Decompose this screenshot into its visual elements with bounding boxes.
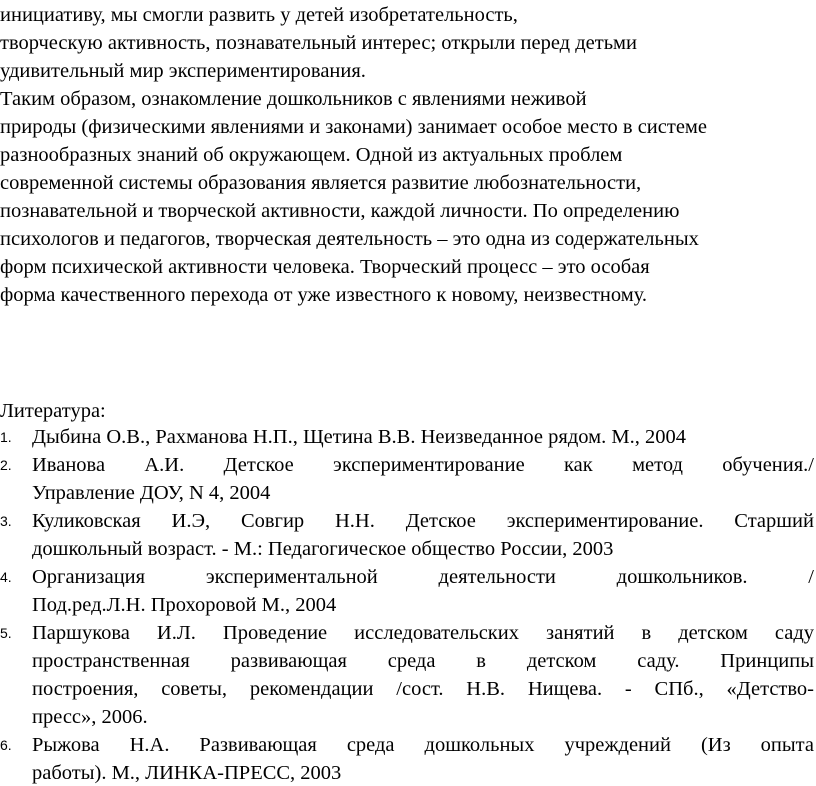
body-line: творческую активность, познавательный интерес; открыли перед детьми	[0, 32, 638, 54]
list-item-text	[32, 452, 814, 506]
list-item-line: Куликовская И.Э, Совгир Н.Н. Детское экспериментирование. Старший	[32, 510, 814, 532]
list-item-line: построения, советы, рекомендации /сост. Н.В. Нищева. - СПб., «Детство-	[32, 678, 814, 700]
list-item-number: 4.	[0, 569, 12, 585]
body-line: форма качественного перехода от уже известного к новому, неизвестному.	[0, 284, 648, 306]
body-line: познавательной и творческой активности, каждой личности. По определению	[0, 200, 680, 222]
list-item-number: 6.	[0, 737, 12, 753]
body-line: природы (физическими явлениями и законами) занимает особое место в системе	[0, 116, 707, 138]
list-item-line: дошкольный возраст. - М.: Педагогическое общество России, 2003	[32, 538, 614, 560]
list-item-line: Организация экспериментальной деятельности дошкольников. /	[32, 566, 814, 588]
list-item-line: Паршукова И.Л. Проведение исследовательских занятий в детском саду	[32, 622, 814, 644]
body-line: инициативу, мы смогли развить у детей изобретательность,	[0, 4, 518, 26]
list-item-line: пресс», 2006.	[32, 706, 148, 728]
list-item-line: работы). М., ЛИНКА-ПРЕСС, 2003	[32, 762, 342, 784]
literature-title: Литература:	[0, 400, 106, 422]
body-line: психологов и педагогов, творческая деятельность – это одна из содержательных	[0, 228, 699, 250]
list-item-line: Управление ДОУ, N 4, 2004	[32, 482, 271, 504]
list-item-line: Дыбина О.В., Рахманова Н.П., Щетина В.В. Неизведанное рядом. М., 2004	[32, 426, 686, 448]
list-item-number: 1.	[0, 429, 12, 445]
body-line: разнообразных знаний об окружающем. Одной из актуальных проблем	[0, 144, 623, 166]
list-item-line: Иванова А.И. Детское экспериментирование как метод обучения./	[32, 454, 814, 476]
list-item-line: Рыжова Н.А. Развивающая среда дошкольных учреждений (Из опыта	[32, 734, 814, 756]
body-line: форм психической активности человека. Творческий процесс – это особая	[0, 256, 650, 278]
body-line: Таким образом, ознакомление дошкольников с явлениями неживой	[0, 88, 587, 110]
body-line: современной системы образования является развитие любознательности,	[0, 172, 642, 194]
body-line: удивительный мир экспериментирования.	[0, 60, 366, 82]
list-item-number: 3.	[0, 513, 12, 529]
list-item-number: 5.	[0, 625, 12, 641]
list-item-number: 2.	[0, 457, 12, 473]
list-item-text	[32, 564, 814, 618]
list-item-text	[32, 424, 814, 450]
list-item-text	[32, 508, 814, 562]
list-item-line: пространственная развивающая среда в детском саду. Принципы	[32, 650, 814, 672]
list-item-text	[32, 732, 814, 786]
list-item-line: Под.ред.Л.Н. Прохоровой М., 2004	[32, 594, 337, 616]
list-item-text	[32, 620, 814, 730]
